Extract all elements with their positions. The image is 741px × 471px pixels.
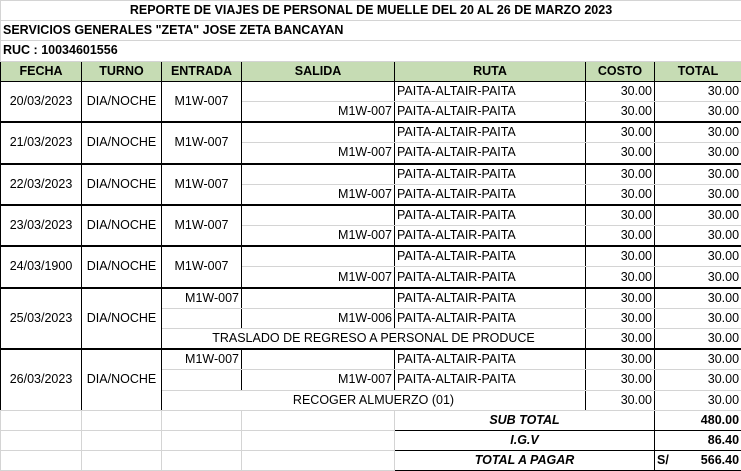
company-name: SERVICIOS GENERALES "ZETA" JOSE ZETA BANCAYAN [1,21,741,41]
ruta-cell: PAITA-ALTAIR-PAITA [395,81,586,101]
empty-cell [162,430,242,450]
ruta-cell: PAITA-ALTAIR-PAITA [395,205,586,226]
subtotal-value [655,410,741,430]
ruta-cell: PAITA-ALTAIR-PAITA [395,349,586,370]
total-cell: 30.00 [655,122,741,143]
entrada-cell [162,370,242,390]
salida-cell [242,205,395,226]
turno-cell: DIA/NOCHE [82,122,162,163]
report-title: REPORTE DE VIAJES DE PERSONAL DE MUELLE DEL 20 AL 26 DE MARZO 2023 [1,1,741,21]
header-total: TOTAL [655,61,741,81]
fecha-cell: 24/03/1900 [1,246,82,287]
salida-cell [242,246,395,267]
total-cell: 30.00 [655,81,741,101]
subtotal-label: SUB TOTAL [395,410,655,430]
salida-cell [242,349,395,370]
salida-cell: M1W-007 [242,370,395,390]
currency-symbol: S/ [657,451,669,470]
entrada-cell [162,308,242,328]
total-a-pagar-label: TOTAL A PAGAR [395,451,655,471]
total-cell: 30.00 [655,226,741,247]
empty-cell [1,430,82,450]
fecha-cell: 20/03/2023 [1,81,82,122]
total-cell: 30.00 [655,184,741,205]
turno-cell: DIA/NOCHE [82,246,162,287]
table-row [1,205,741,226]
table-row [1,122,741,143]
costo-cell: 30.00 [586,164,655,185]
empty-cell [162,410,242,430]
costo-cell: 30.00 [586,267,655,288]
costo-cell: 30.00 [586,370,655,390]
entrada-cell: M1W-007 [162,205,242,246]
total-cell: 30.00 [655,164,741,185]
salida-cell [242,164,395,185]
total-cell: 30.00 [655,101,741,122]
ruta-cell: PAITA-ALTAIR-PAITA [395,164,586,185]
costo-cell: 30.00 [586,329,655,350]
ruta-cell: PAITA-ALTAIR-PAITA [395,122,586,143]
entrada-cell: M1W-007 [162,164,242,205]
costo-cell: 30.00 [586,122,655,143]
empty-cell [1,410,82,430]
header-costo: COSTO [586,61,655,81]
ruta-cell: PAITA-ALTAIR-PAITA [395,308,586,328]
costo-cell: 30.00 [586,349,655,370]
fecha-cell: 21/03/2023 [1,122,82,163]
turno-cell: DIA/NOCHE [82,349,162,410]
ruta-cell: PAITA-ALTAIR-PAITA [395,370,586,390]
turno-cell: DIA/NOCHE [82,164,162,205]
turno-cell: DIA/NOCHE [82,205,162,246]
salida-cell: M1W-007 [242,101,395,122]
header-ruta: RUTA [395,61,586,81]
salida-cell: M1W-006 [242,308,395,328]
ruta-cell: PAITA-ALTAIR-PAITA [395,101,586,122]
costo-cell: 30.00 [586,226,655,247]
empty-cell [242,430,395,450]
costo-cell: 30.00 [586,390,655,410]
fecha-cell: 26/03/2023 [1,349,82,410]
extra-description-cell: TRASLADO DE REGRESO A PERSONAL DE PRODUCE [162,329,586,350]
header-salida: SALIDA [242,61,395,81]
entrada-cell: M1W-007 [162,349,242,370]
igv-value [655,430,741,450]
table-row [1,349,741,370]
total-cell: 30.00 [655,390,741,410]
ruc-number: RUC : 10034601556 [1,41,741,61]
total-cell: 30.00 [655,329,741,350]
empty-cell [242,410,395,430]
salida-cell [242,81,395,101]
header-row [1,61,741,81]
igv-label: I.G.V [395,430,655,450]
header-fecha: FECHA [1,61,82,81]
extra-description-cell: RECOGER ALMUERZO (01) [162,390,586,410]
report-body [1,1,741,471]
empty-cell [82,410,162,430]
ruta-cell: PAITA-ALTAIR-PAITA [395,226,586,247]
ruta-cell: PAITA-ALTAIR-PAITA [395,246,586,267]
entrada-cell: M1W-007 [162,288,242,309]
empty-cell [82,430,162,450]
total-cell: 30.00 [655,267,741,288]
salida-cell: M1W-007 [242,184,395,205]
costo-cell: 30.00 [586,288,655,309]
salida-cell: M1W-007 [242,267,395,288]
turno-cell: DIA/NOCHE [82,81,162,122]
costo-cell: 30.00 [586,184,655,205]
salida-cell: M1W-007 [242,143,395,164]
costo-cell: 30.00 [586,81,655,101]
costo-cell: 30.00 [586,205,655,226]
table-row [1,246,741,267]
costo-cell: 30.00 [586,246,655,267]
costo-cell: 30.00 [586,101,655,122]
table-row [1,81,741,101]
total-cell: 30.00 [655,288,741,309]
costo-cell: 30.00 [586,143,655,164]
fecha-cell: 22/03/2023 [1,164,82,205]
table-row [1,288,741,309]
ruta-cell: PAITA-ALTAIR-PAITA [395,184,586,205]
turno-cell: DIA/NOCHE [82,288,162,350]
salida-cell [242,288,395,309]
entrada-cell: M1W-007 [162,81,242,122]
fecha-cell: 25/03/2023 [1,288,82,350]
total-a-pagar-amount: 566.40 [701,453,739,467]
total-cell: 30.00 [655,143,741,164]
igv-row [1,430,741,450]
entrada-cell: M1W-007 [162,122,242,163]
ruta-cell: PAITA-ALTAIR-PAITA [395,288,586,309]
subtotal-row [1,410,741,430]
table-row [1,164,741,185]
costo-cell: 30.00 [586,308,655,328]
subtotal-amount: 480.00 [701,413,739,427]
ruta-cell: PAITA-ALTAIR-PAITA [395,143,586,164]
fecha-cell: 23/03/2023 [1,205,82,246]
header-turno: TURNO [82,61,162,81]
total-cell: 30.00 [655,370,741,390]
total-cell: 30.00 [655,205,741,226]
igv-amount: 86.40 [708,433,739,447]
header-entrada: ENTRADA [162,61,242,81]
salida-cell [242,122,395,143]
ruta-cell: PAITA-ALTAIR-PAITA [395,267,586,288]
total-cell: 30.00 [655,246,741,267]
salida-cell: M1W-007 [242,226,395,247]
entrada-cell: M1W-007 [162,246,242,287]
total-cell: 30.00 [655,349,741,370]
total-cell: 30.00 [655,308,741,328]
